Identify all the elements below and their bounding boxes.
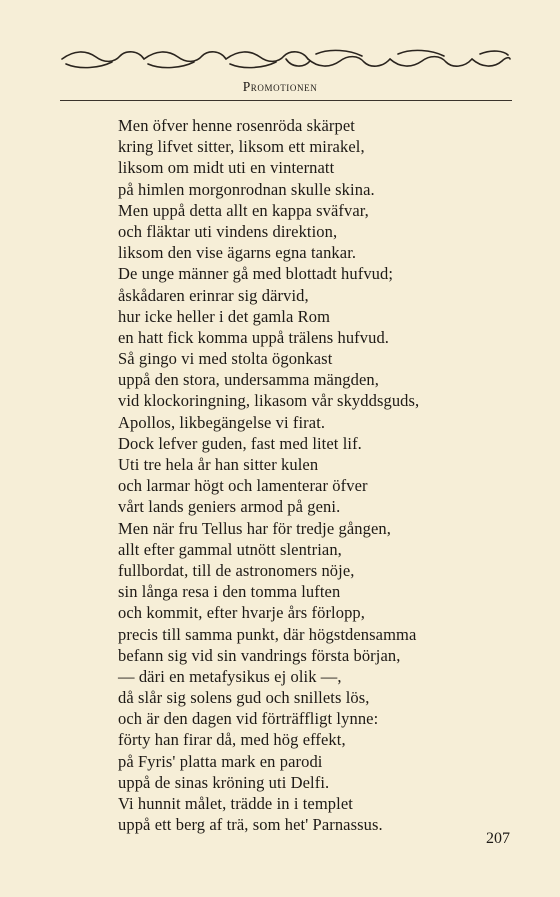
poem-line: uppå ett berg af trä, som het' Parnassus.	[118, 815, 383, 835]
poem-line: uppå de sinas kröning uti Delfi.	[118, 772, 330, 792]
poem-line: åskådaren erinrar sig därvid,	[118, 285, 309, 305]
poem-line: Men när fru Tellus har för tredje gången,	[118, 518, 391, 538]
poem-line: liksom om midt uti en vinternatt	[118, 158, 335, 178]
poem-line: Men uppå detta allt en kappa sväfvar,	[118, 200, 369, 220]
poem-line: på himlen morgonrodnan skulle skina.	[118, 179, 375, 199]
poem-line: De unge männer gå med blottadt hufvud;	[118, 264, 394, 284]
poem-line: — däri en metafysikus ej olik —,	[118, 666, 342, 686]
poem-line: uppå den stora, undersamma mängden,	[118, 370, 380, 390]
poem-line: och fläktar uti vindens direktion,	[118, 221, 338, 241]
poem-line: sin långa resa i den tomma luften	[118, 582, 341, 602]
poem-line: förty han firar då, med hög effekt,	[118, 730, 346, 750]
poem-line: allt efter gammal utnött slentrian,	[118, 539, 342, 559]
page-number: 207	[486, 830, 510, 847]
poem-line: och är den dagen vid förträffligt lynne:	[118, 709, 379, 729]
poem-line: precis till samma punkt, där högstdensamma	[118, 624, 417, 644]
poem-line: Men öfver henne rosenröda skärpet	[118, 116, 355, 135]
running-title: Promotionen	[242, 79, 318, 94]
poem-line: fullbordat, till de astronomers nöje,	[118, 560, 355, 580]
poem-line: befann sig vid sin vandrings första början,	[118, 645, 401, 665]
poem-line: kring lifvet sitter, liksom ett mirakel,	[118, 137, 365, 157]
poem-line: Vi hunnit målet, trädde in i templet	[118, 794, 353, 813]
poem-text	[118, 115, 538, 835]
poem-line: Uti tre hela år han sitter kulen	[118, 455, 319, 474]
poem-line: vårt lands geniers armod på geni.	[118, 497, 341, 517]
poem-line: Apollos, likbegängelse vi firat.	[118, 412, 326, 432]
poem-line: hur icke heller i det gamla Rom	[118, 306, 331, 326]
poem-line: Så gingo vi med stolta ögonkast	[118, 349, 333, 369]
poem-line: Dock lefver guden, fast med litet lif.	[118, 433, 362, 453]
poem-line: vid klockoringning, likasom vår skyddsguds,	[118, 391, 420, 411]
header-rule	[60, 100, 512, 101]
ornamental-scroll-band-icon	[60, 48, 512, 70]
poem-line: och kommit, efter hvarje års förlopp,	[118, 603, 365, 623]
poem-line: och larmar högt och lamenterar öfver	[118, 476, 368, 496]
poem-line: liksom den vise ägarns egna tankar.	[118, 243, 357, 263]
poem-line: då slår sig solens gud och snillets lös,	[118, 688, 370, 708]
poem-line: på Fyris' platta mark en parodi	[118, 751, 323, 771]
poem-line: en hatt fick komma uppå trälens hufvud.	[118, 327, 390, 347]
